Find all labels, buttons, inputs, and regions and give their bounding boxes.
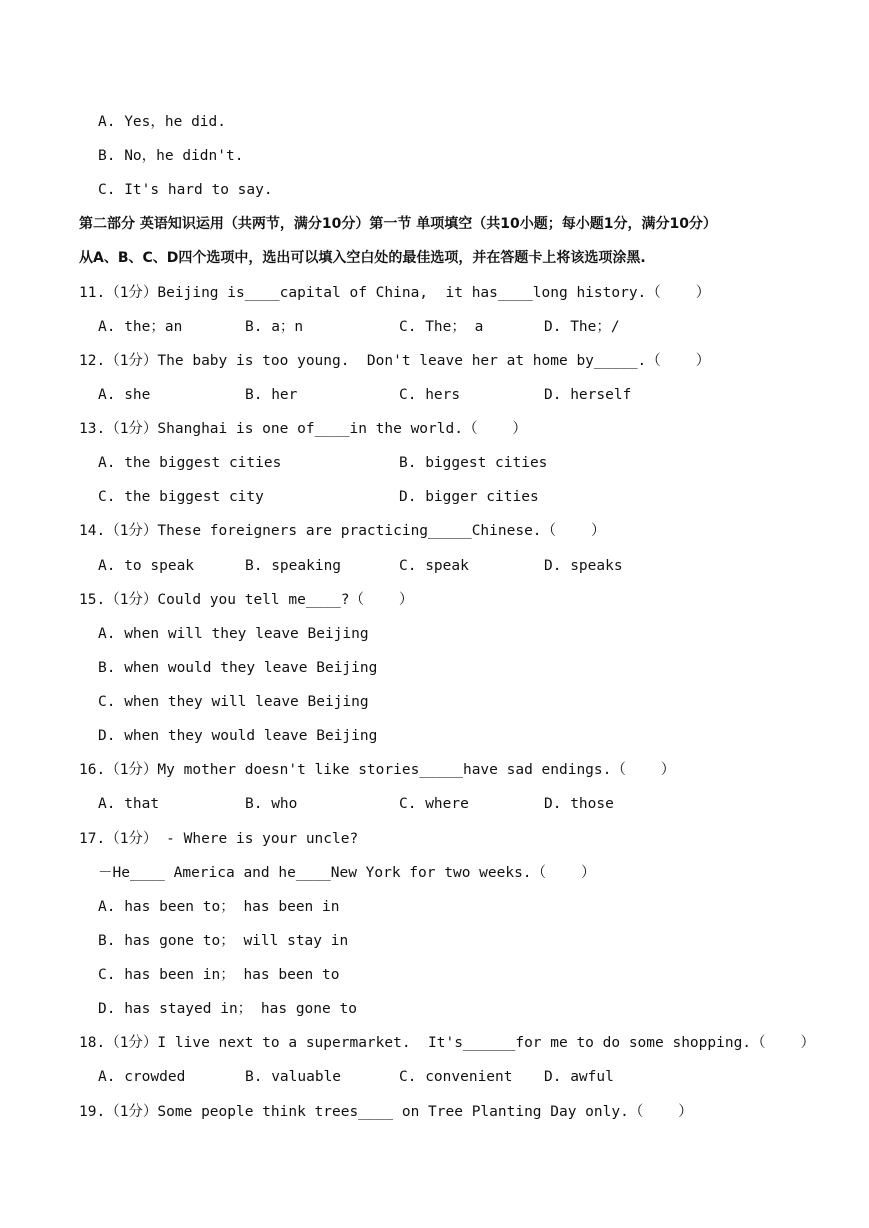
question-14-option-a: A. to speak xyxy=(98,558,195,574)
question-13-option-b: B. biggest cities xyxy=(399,455,548,471)
question-12-option-b: B. her xyxy=(245,387,298,403)
question-18-option-a: A. crowded xyxy=(98,1069,186,1085)
question-12-option-d: D. herself xyxy=(544,387,632,403)
question-13-stem: 13.（1分）Shanghai is one of____in the world.（ ） xyxy=(79,421,527,437)
question-13-option-c: C. the biggest city xyxy=(98,489,264,505)
question-18-option-d: D. awful xyxy=(544,1069,614,1085)
prev-option-a: A. Yes，he did. xyxy=(98,114,226,130)
question-15-option-d: D. when they would leave Beijing xyxy=(98,728,378,744)
question-12-stem: 12.（1分）The baby is too young. Don't leave her at home by_____.（ ） xyxy=(79,353,711,369)
question-11-option-d: D. The；/ xyxy=(544,319,620,335)
question-15-option-c: C. when they will leave Beijing xyxy=(98,694,369,710)
question-15-option-b: B. when would they leave Beijing xyxy=(98,660,378,676)
question-17-option-c: C. has been in； has been to xyxy=(98,967,340,983)
question-16-option-a: A. that xyxy=(98,796,160,812)
question-16-stem: 16.（1分）My mother doesn't like stories_____have sad endings.（ ） xyxy=(79,762,676,778)
question-19-stem: 19.（1分）Some people think trees____ on Tree Planting Day only.（ ） xyxy=(79,1104,693,1120)
question-11-option-c: C. The； a xyxy=(399,319,484,335)
question-15-option-a: A. when will they leave Beijing xyxy=(98,626,369,642)
question-17-option-b: B. has gone to； will stay in xyxy=(98,933,349,949)
question-11-option-a: A. the；an xyxy=(98,319,183,335)
question-15-stem: 15.（1分）Could you tell me____?（ ） xyxy=(79,592,414,608)
question-16-option-d: D. those xyxy=(544,796,614,812)
question-11-option-b: B. a；n xyxy=(245,319,304,335)
question-13-option-a: A. the biggest cities xyxy=(98,455,282,471)
section-heading: 第二部分 英语知识运用（共两节，满分10分）第一节 单项填空（共10小题；每小题1分，满分10分） xyxy=(79,216,717,232)
question-18-stem: 18.（1分）I live next to a supermarket. It's______for me to do some shopping.（ ） xyxy=(79,1035,815,1051)
question-18-option-b: B. valuable xyxy=(245,1069,342,1085)
question-16-option-b: B. who xyxy=(245,796,298,812)
question-14-option-d: D. speaks xyxy=(544,558,623,574)
question-16-option-c: C. where xyxy=(399,796,469,812)
prev-option-b: B. No，he didn't. xyxy=(98,148,244,164)
section-instruction: 从A、B、C、D四个选项中，选出可以填入空白处的最佳选项，并在答题卡上将该选项涂黑. xyxy=(79,250,646,266)
question-14-stem: 14.（1分）These foreigners are practicing_____Chinese.（ ） xyxy=(79,523,606,539)
question-13-option-d: D. bigger cities xyxy=(399,489,539,505)
question-17-stem: 17.（1分） - Where is your uncle? xyxy=(79,831,359,847)
question-11-stem: 11.（1分）Beijing is____capital of China, it has____long history.（ ） xyxy=(79,285,711,301)
question-12-option-c: C. hers xyxy=(399,387,461,403)
question-17-option-d: D. has stayed in； has gone to xyxy=(98,1001,357,1017)
question-12-option-a: A. she xyxy=(98,387,151,403)
prev-option-c: C. It's hard to say. xyxy=(98,182,273,198)
question-14-option-c: C. speak xyxy=(399,558,469,574)
question-17-stem-line2: －He____ America and he____New York for two weeks.（ ） xyxy=(98,865,596,881)
question-18-option-c: C. convenient xyxy=(399,1069,513,1085)
question-14-option-b: B. speaking xyxy=(245,558,342,574)
question-17-option-a: A. has been to； has been in xyxy=(98,899,340,915)
